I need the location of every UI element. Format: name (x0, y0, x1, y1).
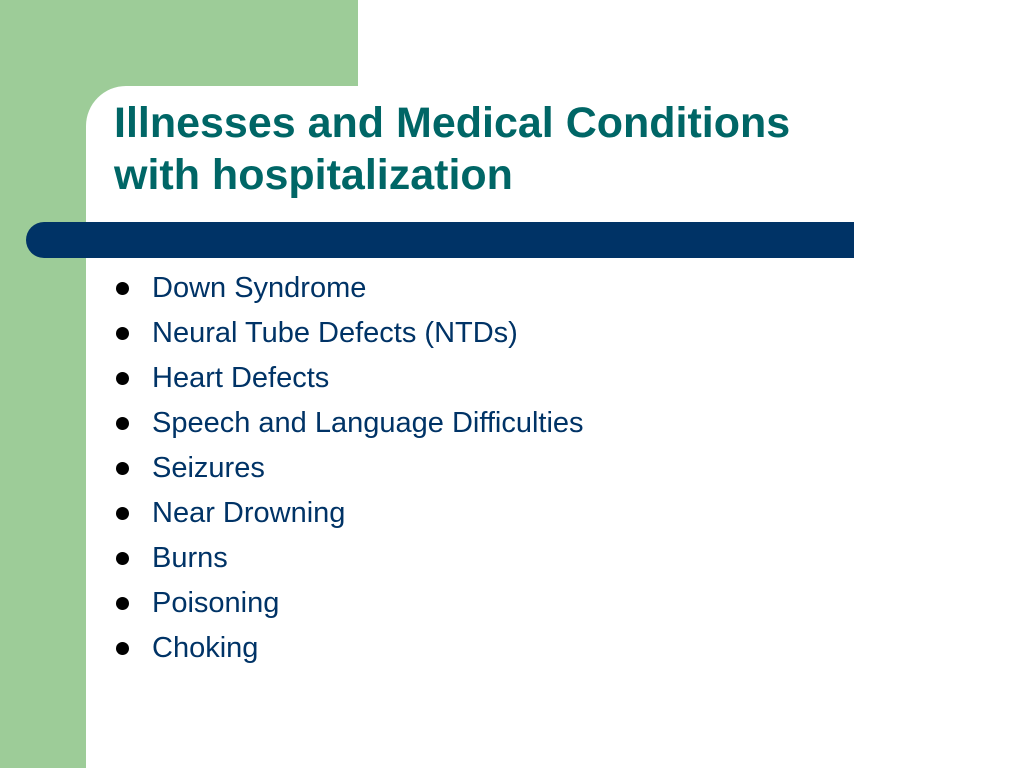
green-top-block (0, 0, 358, 86)
bullet-icon (116, 642, 129, 655)
bullet-icon (116, 462, 129, 475)
bullet-icon (116, 327, 129, 340)
bullet-icon (116, 282, 129, 295)
slide-title-line-2: with hospitalization (114, 151, 513, 199)
bullet-list (112, 266, 584, 671)
green-side-strip (0, 0, 86, 768)
list-item (112, 446, 584, 491)
list-item-text: Heart Defects (152, 362, 330, 394)
list-item-text: Speech and Language Difficulties (152, 407, 584, 439)
slide-title-line-1: Illnesses and Medical Conditions (114, 99, 791, 147)
list-item-text: Poisoning (152, 587, 280, 619)
bullet-icon (116, 552, 129, 565)
bullet-icon (116, 372, 129, 385)
list-item (112, 311, 584, 356)
title-divider-bar (26, 222, 854, 258)
list-item (112, 536, 584, 581)
list-item-text: Seizures (152, 452, 265, 484)
bullet-icon (116, 417, 129, 430)
list-item (112, 491, 584, 536)
list-item-text: Burns (152, 542, 228, 574)
list-item-text: Down Syndrome (152, 272, 367, 304)
slide-title (114, 97, 994, 201)
list-item (112, 266, 584, 311)
list-item-text: Choking (152, 632, 259, 664)
bullet-icon (116, 597, 129, 610)
list-item (112, 401, 584, 446)
list-item (112, 626, 584, 671)
bullet-icon (116, 507, 129, 520)
list-item-text: Neural Tube Defects (NTDs) (152, 317, 518, 349)
list-item (112, 356, 584, 401)
list-item (112, 581, 584, 626)
list-item-text: Near Drowning (152, 497, 346, 529)
